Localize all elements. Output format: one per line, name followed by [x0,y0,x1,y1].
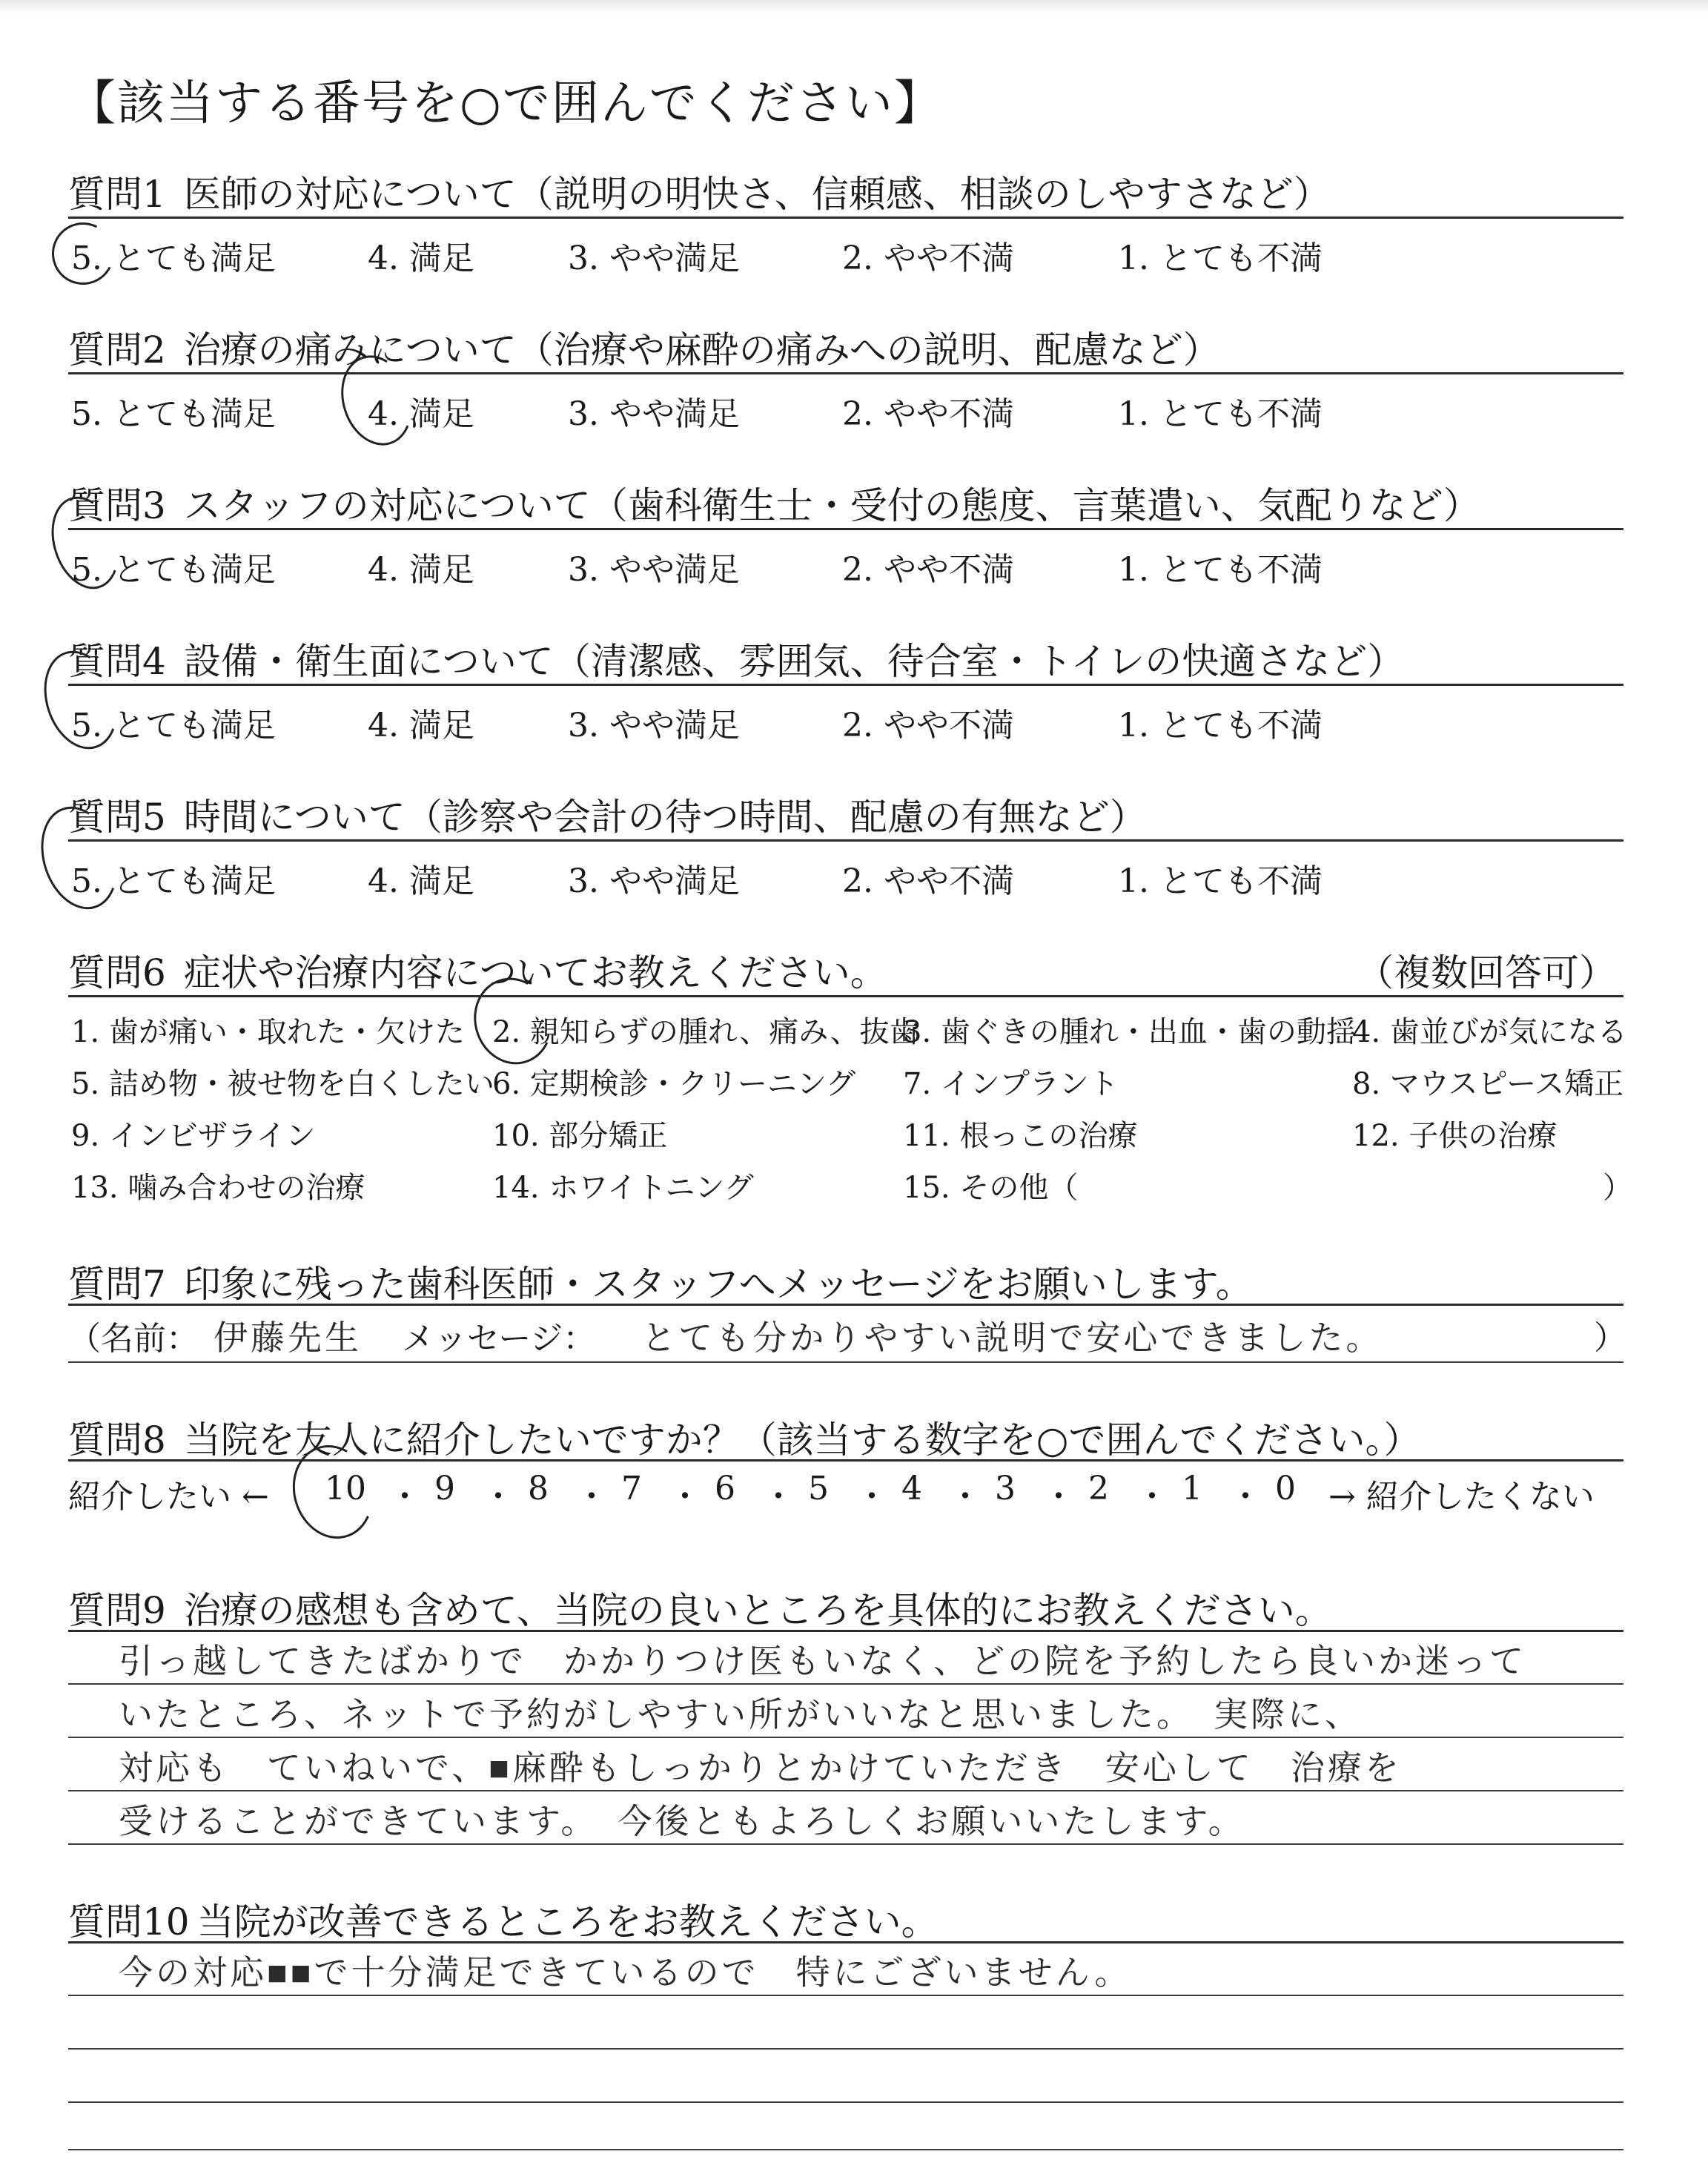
question-7 [68,1255,1253,1308]
divider [68,1630,1623,1632]
question-text: 治療の痛みについて（治療や麻酔の痛みへの説明、配慮など） [183,328,1220,371]
scale-7[interactable]: 7 [621,1470,642,1507]
question-number: 質問4 [68,640,166,683]
option-5[interactable]: 5. とても満足 [71,707,276,744]
scale-10[interactable]: 10 [325,1470,366,1507]
divider [68,372,1623,374]
q6-option-3[interactable]: 3. 歯ぐきの腫れ・出血・歯の動揺 [903,1015,1356,1049]
question-8 [68,1410,1420,1464]
answer-line [68,1737,1623,1738]
question-text: 医師の対応について（説明の明快さ、信頼感、相談のしやすさなど） [183,173,1331,216]
divider [68,1941,1623,1943]
question-text: 当院が改善できるところをお教えください。 [196,1900,939,1943]
scale-4[interactable]: 4 [901,1470,922,1507]
q9-answer-line-3[interactable]: 対応も ていねいで、■麻酔もしっかりとかけていただき 安心して 治療を [119,1748,1402,1788]
option-2[interactable]: 2. やや不満 [842,240,1014,277]
scale-1[interactable]: 1 [1182,1470,1202,1507]
divider [68,528,1623,530]
scale-dot: ・ [388,1478,421,1516]
question-2 [68,320,1220,374]
question-text: 印象に残った歯科医師・スタッフへメッセージをお願いします。 [183,1263,1253,1306]
scale-dot: ・ [1136,1478,1168,1516]
q6-option-8[interactable]: 8. マウスピース矯正 [1352,1067,1624,1101]
answer-line [68,1843,1623,1845]
q6-option-7[interactable]: 7. インプラント [903,1067,1119,1101]
q6-option-4[interactable]: 4. 歯並びが気になる [1352,1015,1627,1049]
divider [68,217,1623,219]
option-2[interactable]: 2. やや不満 [842,551,1014,589]
close-paren: ） [1594,1319,1626,1357]
question-9 [68,1581,1332,1634]
q6-option-5[interactable]: 5. 詰め物・被せ物を白くしたい [71,1067,494,1101]
scale-dot: ・ [482,1478,514,1516]
question-number: 質問2 [68,328,166,371]
scale-8[interactable]: 8 [528,1470,549,1507]
answer-line [68,1995,1623,1996]
scale-left-label: 紹介したい ← [68,1478,269,1516]
answer-line [68,2101,1623,2103]
scale-dot: ・ [669,1478,701,1516]
q6-option-14[interactable]: 14. ホワイトニング [492,1171,754,1205]
scale-6[interactable]: 6 [715,1470,735,1507]
answer-line [68,1683,1623,1685]
divider [68,1304,1623,1306]
answer-line [68,1790,1623,1791]
option-3[interactable]: 3. やや満足 [568,551,740,589]
scale-dot: ・ [1042,1478,1075,1516]
divider [68,995,1623,997]
option-3[interactable]: 3. やや満足 [568,707,740,744]
question-number: 質問3 [68,484,166,527]
answer-circle-mark [44,214,122,293]
scale-dot: ・ [855,1478,888,1516]
question-text: 設備・衛生面について（清潔感、雰囲気、待合室・トイレの快適さなど） [183,640,1405,683]
answer-line [68,1361,1623,1363]
q6-option-6[interactable]: 6. 定期検診・クリーニング [492,1067,856,1101]
option-3[interactable]: 3. やや満足 [568,862,740,900]
scale-5[interactable]: 5 [808,1470,829,1507]
q9-answer-line-4[interactable]: 受けることができています。 今後ともよろしくお願いいたします。 [119,1801,1245,1841]
option-4[interactable]: 4. 満足 [368,862,474,900]
scale-dot: ・ [575,1478,608,1516]
name-label: （名前： [68,1320,199,1358]
answer-line [68,2048,1623,2050]
scale-9[interactable]: 9 [434,1470,455,1507]
scale-3[interactable]: 3 [995,1470,1016,1507]
q9-answer-line-1[interactable]: 引っ越してきたばかりで かかりつけ医もいなく、どの院を予約したら良いか迷って [119,1641,1527,1681]
q6-option-11[interactable]: 11. 根っこの治療 [903,1119,1138,1153]
option-4[interactable]: 4. 満足 [368,707,474,744]
question-4 [68,632,1404,685]
question-text: 治療の感想も含めて、当院の良いところを具体的にお教えください。 [183,1589,1332,1632]
option-5[interactable]: 5. とても満足 [71,240,276,277]
option-1[interactable]: 1. とても不満 [1118,395,1323,433]
option-4[interactable]: 4. 満足 [368,551,474,589]
option-5[interactable]: 5. とても満足 [71,395,276,433]
question-number: 質問5 [68,796,166,839]
question-1 [68,165,1331,218]
question-number: 質問8 [68,1418,166,1462]
scale-dot: ・ [762,1478,795,1516]
question-5 [68,787,1147,841]
question-text: スタッフの対応について（歯科衛生士・受付の態度、言葉遣い、気配りなど） [183,484,1480,527]
option-1[interactable]: 1. とても不満 [1118,862,1323,900]
question-6 [68,943,1616,997]
multiple-answer-note: （複数回答可） [1357,951,1616,994]
question-number: 質問1 [68,173,166,216]
q6-option-13[interactable]: 13. 噛み合わせの治療 [71,1171,365,1205]
option-1[interactable]: 1. とても不満 [1118,551,1323,589]
message-handwritten[interactable]: とても分かりやすい説明で安心できました。 [641,1318,1383,1358]
scale-2[interactable]: 2 [1088,1470,1109,1507]
option-5[interactable]: 5. とても満足 [71,862,276,900]
q6-option-2[interactable]: 2. 親知らずの腫れ、痛み、抜歯 [492,1015,919,1049]
option-1[interactable]: 1. とても不満 [1118,707,1323,744]
divider [68,839,1623,842]
option-2[interactable]: 2. やや不満 [842,395,1014,433]
q10-answer-line-1[interactable]: 今の対応■■で十分満足できているので 特にございません。 [119,1952,1132,1992]
q6-option-15[interactable]: 15. その他（ [903,1171,1079,1205]
scale-right-label: → 紹介したくない [1328,1478,1595,1516]
question-3 [68,476,1480,529]
question-text: 時間について（診察や会計の待つ時間、配慮の有無など） [183,796,1147,839]
q6-option-1[interactable]: 1. 歯が痛い・取れた・欠けた [71,1015,465,1049]
divider [68,684,1623,686]
name-handwritten[interactable]: 伊藤先生 [214,1318,362,1358]
question-text: 当院を友人に紹介したいですか？（該当する数字を○で囲んでください。） [183,1418,1421,1462]
option-1[interactable]: 1. とても不満 [1118,240,1323,277]
option-2[interactable]: 2. やや不満 [842,707,1014,744]
q9-answer-line-2[interactable]: いたところ、ネットで予約がしやすい所がいいなと思いました。 実際に、 [119,1694,1362,1734]
q7-answer-line [68,1311,1626,1360]
instruction-heading: 【該当する番号を○で囲んでください】 [68,76,943,131]
question-text: 症状や治療内容についてお教えください。 [183,951,887,994]
option-3[interactable]: 3. やや満足 [568,240,740,277]
q6-other-close-paren: ） [1603,1171,1632,1205]
option-4[interactable]: 4. 満足 [368,395,474,433]
q6-option-9[interactable]: 9. インビザライン [71,1119,316,1153]
question-10 [68,1892,939,1946]
scan-edge [0,0,1708,13]
option-5[interactable]: 5. とても満足 [71,551,276,589]
answer-line [68,2149,1623,2150]
q6-option-10[interactable]: 10. 部分矯正 [492,1119,668,1153]
question-number: 質問7 [68,1263,166,1306]
q6-option-12[interactable]: 12. 子供の治療 [1352,1119,1558,1153]
option-2[interactable]: 2. やや不満 [842,862,1014,900]
option-4[interactable]: 4. 満足 [368,240,474,277]
scale-dot: ・ [1229,1478,1262,1516]
scale-dot: ・ [949,1478,982,1516]
question-number: 質問9 [68,1589,166,1632]
option-3[interactable]: 3. やや満足 [568,395,740,433]
message-label: メッセージ： [402,1320,596,1358]
question-number: 質問6 [68,951,166,994]
scale-0[interactable]: 0 [1275,1470,1296,1507]
question-number: 質問10 [68,1900,190,1943]
